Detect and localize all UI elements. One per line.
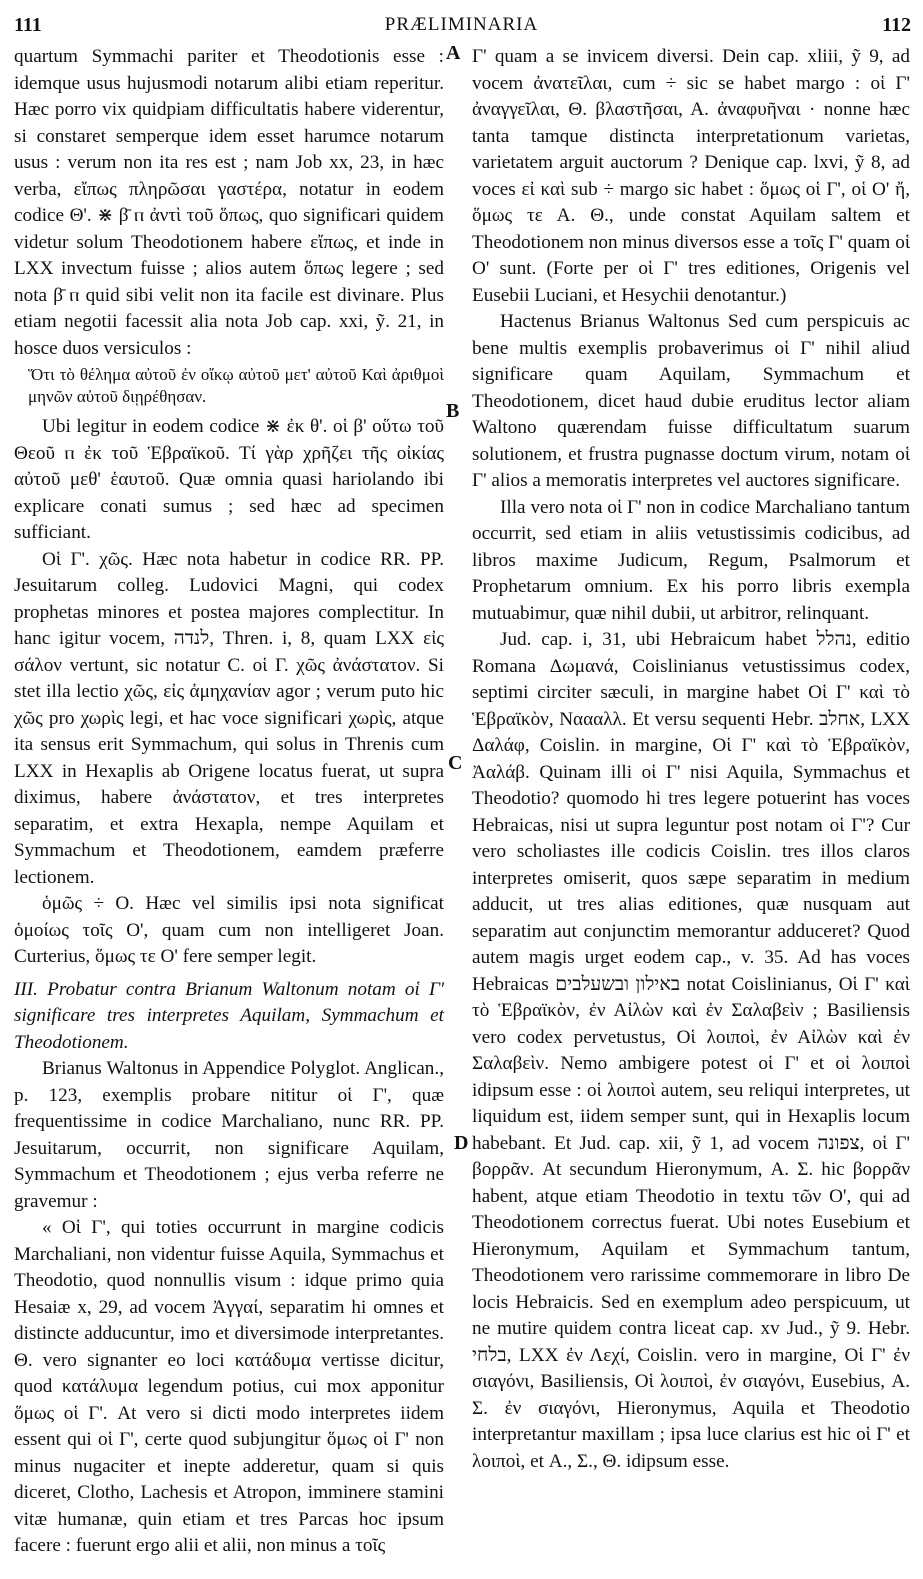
margin-letter-b: B xyxy=(446,400,460,422)
page-number-right: 112 xyxy=(882,14,911,36)
right-paragraph-1: Γ' quam a se invicem diversi. Dein cap. xliii, ỹ 9, ad vocem ἀνατεῖλαι, cum ÷ sic se habet margo : οἱ Γ' ἀναγγεῖλαι, Θ. βλαστῆσαι, Α. ἀναφυῆναι · nonne hæc tanta tamque distincta interpretationum varietas, varietatem arguit auctorum ? Denique cap. lxvi, ỹ 8, ad voces εἰ καὶ sub ÷ margo sic habet : ὅμως οἱ Γ', οἱ Ο' ἤ, ὅμως τε Α. Θ., unde constat Aquilam saltem et Theodotionem non minus diversos esse a τοῖς Γ' quam οἱ Ο' sunt. (Forte per οἱ Γ' tres editiones, Origenis vel Eusebii Luciani, et Hesychii denotantur.) xyxy=(472,46,910,306)
left-column xyxy=(14,44,444,1560)
page-number-left: 111 xyxy=(14,14,42,36)
verse-quotation: Ὅτι τὸ θέλημα αὐτοῦ ἐν οἴκῳ αὐτοῦ μετ' αὐτοῦ Καὶ ἀριθμοὶ μηνῶν αὐτοῦ διῃρέθησαν. xyxy=(28,365,444,406)
left-paragraph-1: quartum Symmachi pariter et Theodotionis esse : idemque usus hujusmodi notarum alibi etiam reperitur. Hæc porro vix quidpiam difficultatis habere viderentur, si constaret semperque idem esset harumce notarum usus : verum non ita res est ; nam Job xx, 23, in hæc verba, εἴπως πληρῶσαι γαστέρα, notatur in eodem codice Θ'. ⋇ β̄ ⲡ ἀντὶ τοῦ ὅπως, quo significari quidem videtur solum Theodotionem habere εἴπως, et inde in LXX invectum fuisse ; alios autem ὅπως legere ; sed nota β̄ ⲡ quid sibi velit non ita facile est divinare. Plus etiam negotii facessit alia nota Job cap. xxi, ỹ. 21, in hosce duos versiculos : xyxy=(14,46,444,359)
right-paragraph-4: Jud. cap. i, 31, ubi Hebraicum habet נהלל, editio Romana Δωμανά, Coislinianus vetustissimus codex, septimi circiter sæculi, in margine habet Οἱ Γ' καὶ τὸ Ἑβραϊκὸν, Ναααλλ. Et versu sequenti Hebr. אחלב, LXX Δαλάφ, Coislin. in margine, Οἱ Γ' καὶ τὸ Ἑβραϊκὸν, Ἀαλάβ. Quinam illi οἱ Γ' nisi Aquila, Symmachus et Theodotio? quomodo hi tres legere potuerint has voces Hebraicas, nisi ut supra leguntur post notam οἱ Γ'? Cur vero scholiastes ille codicis Coislin. tres illos claros interpretes omiserit, quos sæpe separatim in medium adducit, ut tres alias editiones, quæ nusquam aut separatim aut conjunctim memorantur adduceret? Quod autem magis urget eodem cap., v. 35. Ad has voces Hebraicas באילון ובשעלבים notat Coislinianus, Οἱ Γ' καὶ τὸ Ἑβραϊκὸν, ἐν Αἰλὼν καὶ ἐν Σαλαβεὶν ; Basiliensis vero codex pervetustus, Οἱ λοιποὶ, ἐν Αἰλὼν καὶ ἐν Σαλαβεὶν. Nemo ambigere potest οἱ Γ' et οἱ λοιποὶ idipsum esse : οἱ λοιποὶ autem, seu reliqui interpretes, ut liquidum est, iidem semper sunt, qui in Hexaplis locum habebant. Et Jud. cap. xii, ỹ 1, ad vocem צפונה, οἱ Γ' βορρᾶν. At secundum Hieronymum, Α. Σ. hic βορρᾶν habent, atque etiam Theodotio in textu τῶν Ο', qui ad Theodotionem correctus fuerat. Ubi notes Eusebium et Hieronymum, Aquilam et Symmachum tantum, Theodotionem vero rarissime commemorare in libro De locis Hebraicis. Sed en exemplum adeo perspicuum, ut ne mutire quidem contra liceat cap. xv Jud., ỹ 9. Hebr. בלחי, LXX ἐν Λεχί, Coislin. vero in margine, Οἱ Γ' ἐν σιαγόνι, Basiliensis, Οἱ λοιποὶ, ἐν σιαγόνι, Eusebius, Α. Σ. ἐν σιαγόνι, Hieronymus, Aquila et Theodotio interpretantur maxillam ; ipsa luce clarius est hic οἱ Γ' et λοιποὶ, et Α., Σ., Θ. idipsum esse. xyxy=(472,629,911,1472)
left-paragraph-5: Brianus Waltonus in Appendice Polyglot. Anglican., p. 123, exemplis probare nititur οἱ Γ', quæ frequentissime in codice Marchaliano, nunc RR. PP. Jesuitarum, occurrit, non significare Aquilam, Symmachum et Theodotionem ; ejus verba referre ne gravemur : xyxy=(14,1058,444,1212)
left-paragraph-2: Ubi legitur in eodem codice ⋇ ἐκ θ'. οἱ β' οὕτω τοῦ Θεοῦ ⲡ ἐκ τοῦ Ἑβραϊκοῦ. Τί γὰρ χρῆζει τῆς οἰκίας αὐτοῦ μεθ' ἑαυτοῦ. Quæ omnia quasi hariolando ibi explicare conati sumus ; sed hæc ad specimen sufficiant. xyxy=(14,416,444,543)
right-column xyxy=(472,44,910,1475)
left-paragraph-4: ὁμῶς ÷ Ο. Hæc vel similis ipsi nota significat ὁμοίως τοῖς Ο', quam cum non intelligeret Joan. Curterius, ὅμως τε Ο' fere semper legit. xyxy=(14,893,444,967)
running-title: PRÆLIMINARIA xyxy=(384,14,539,35)
right-paragraph-2: Hactenus Brianus Waltonus Sed cum perspicuis ac bene multis exemplis probaverimus οἱ Γ' nihil aliud significare quam Aquilam, Symmachum et Theodotionem, dicet haud dubie eruditus lector aliam Waltono quærendam fuisse difficultatum suarum solutionem, et frustra pugnasse doctum virum, notam οἱ Γ' alios a memoratis interpretes vel auctores significare. xyxy=(472,311,910,491)
right-paragraph-3: Illa vero nota οἱ Γ' non in codice Marchaliano tantum occurrit, sed etiam in aliis vetustissimis codicibus, ad libros maxime Judicum, Regum, Psalmorum et Prophetarum omnium. Ex his porro libris exempla mutuabimur, quæ nihil dubii, ut arbitror, relinquant. xyxy=(472,496,910,624)
page-header xyxy=(0,14,923,42)
margin-letter-d: D xyxy=(454,1132,469,1154)
left-paragraph-6: « Οἱ Γ', qui toties occurrunt in margine codicis Marchaliani, non videntur fuisse Aquila, Symmachus et Theodotio, quod nonnullis visum : idque primo quia Hesaiæ x, 29, ad vocem Ἀγγαί, separatim hi omnes et distincte adducuntur, imo et diversimode interpretantes. Θ. vero signanter eo loci κατάδυμα vertisse dicitur, quod κατάλυμα legendum potius, cui mox apponitur ὅμως οἱ Γ'. At vero si dicti modo interpretes iidem essent qui οἱ Γ', certe quod subjungitur ὅμως οἱ Γ' non minus nugaciter et inepte adderetur, quam si quis diceret, Clotho, Lachesis et Atropon, imminere stamini vitæ humanæ, quin etiam et tres Parcas hoc ipsum facere : fuerunt ergo alii et alii, non minus a τοῖς xyxy=(14,1217,444,1556)
left-paragraph-3: Οἱ Γ'. χῶς. Hæc nota habetur in codice RR. PP. Jesuitarum colleg. Ludovici Magni, qui codex prophetas minores et postea majores complectitur. In hanc igitur vocem, לנדה, Thren. i, 8, quam LXX εἰς σάλον vertunt, sic notatur C. οἱ Γ. χῶς ἀνάστατον. Si stet illa lectio χῶς, εἰς ἀμηχανίαν agor ; verum puto hic χῶς pro χωρὶς legi, et hac voce significari χωρὶς, atque ita sensus erit Symmachum, qui solus in Threnis cum LXX in Hexaplis ab Origene locatus fuerat, ut supra diximus, habere ἀνάστατον, et tres interpretes separatim, et extra Hexapla, nempe Aquilam et Symmachum et Theodotionem, eamdem præferre lectionem. xyxy=(14,548,445,888)
margin-letter-a: A xyxy=(446,42,461,64)
section-heading: III. Probatur contra Brianum Waltonum notam οἱ Γ' significare tres interpretes Aquilam, Symmachum et Theodotionem. xyxy=(14,978,444,1053)
margin-letter-c: C xyxy=(448,752,463,774)
